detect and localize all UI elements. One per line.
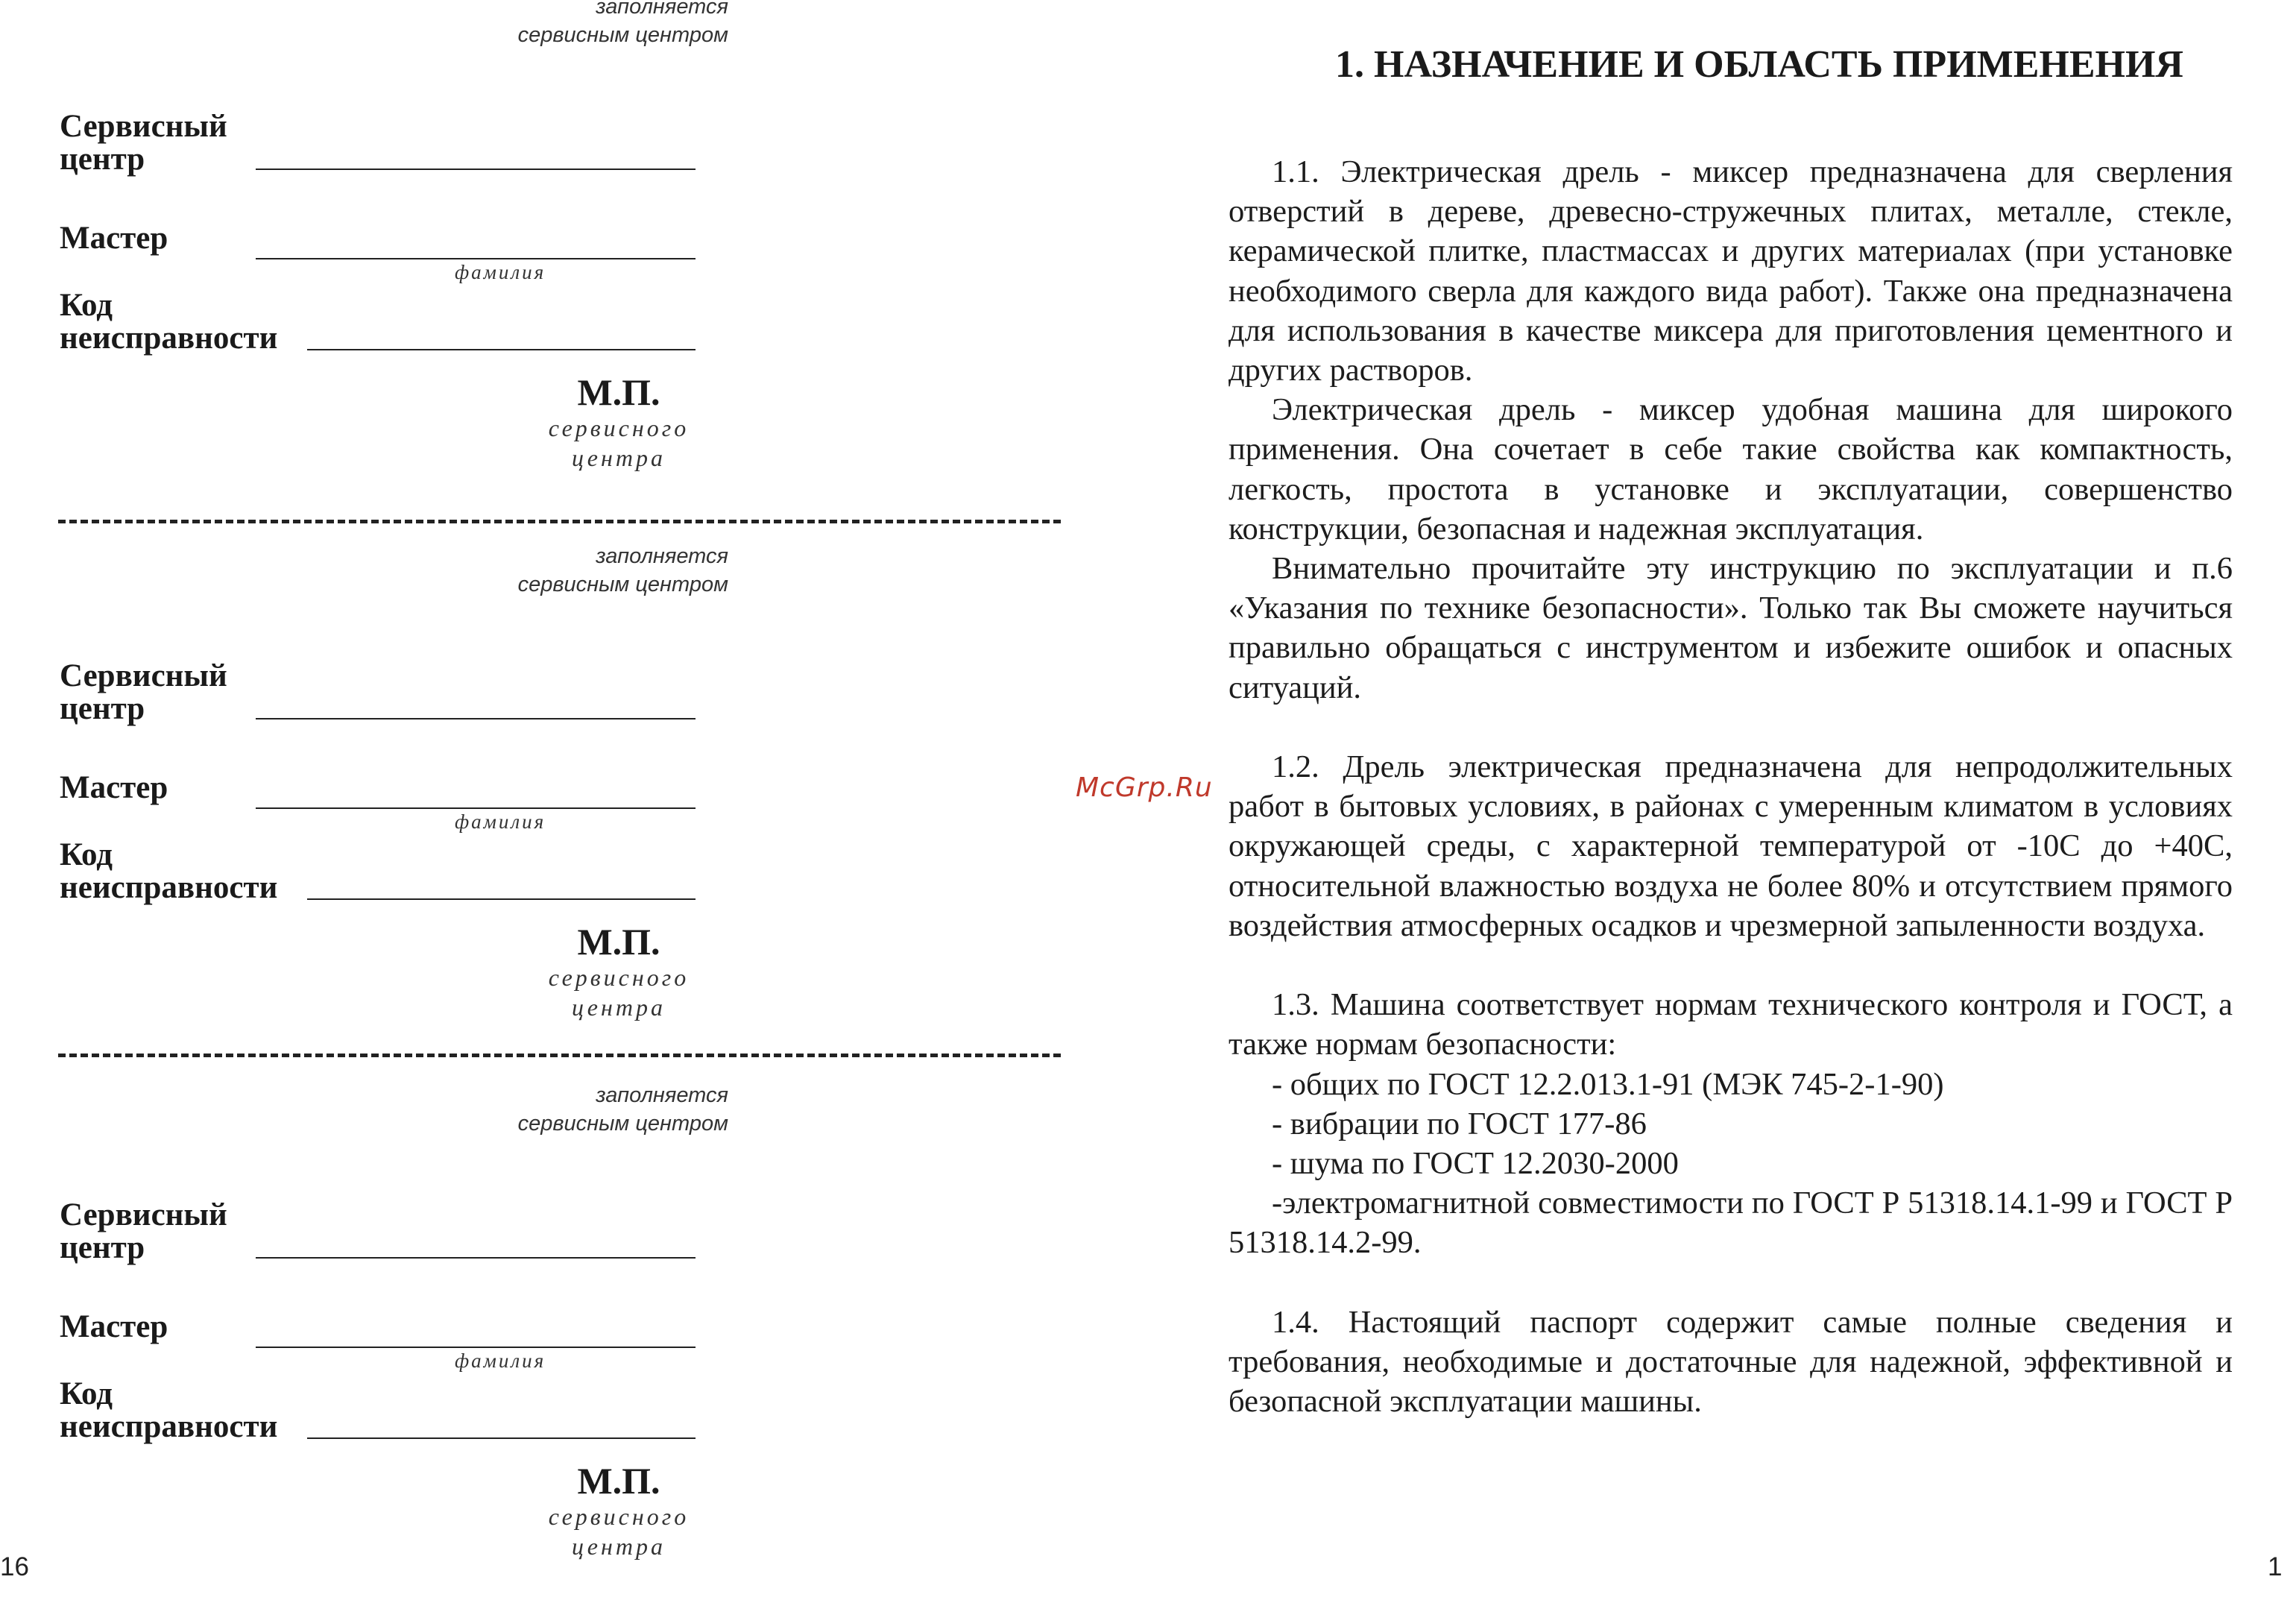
filled-by-note: заполняется сервисным центром [517,1083,728,1136]
stamp-block: М.П. сервисного центра [548,921,690,1021]
defect-code-label: Код неисправности [60,837,278,905]
service-center-label: Сервисный центр [60,109,227,177]
defect-code-field[interactable] [307,1437,696,1439]
master-field[interactable] [256,258,696,259]
list-item: - вибрации по ГОСТ 177-86 [1272,1106,1647,1141]
service-center-field[interactable] [256,718,696,719]
cut-line [58,520,1061,523]
cut-line [58,1054,1061,1057]
service-coupon [0,542,1073,1064]
filled-by-note: заполняется сервисным центром [517,0,728,47]
master-field[interactable] [256,807,696,809]
stamp-block: М.П. сервисного центра [548,1460,690,1560]
paragraph: 1.4. Настоящий паспорт содержит самые полные сведения и требования, необходимые и достаточные для надежной, эффективной и безопасной эксплуатации машины. [1229,1304,2233,1420]
service-coupon [0,1081,1073,1603]
surname-hint: фамилия [455,810,546,833]
defect-code-label: Код неисправности [60,1376,278,1444]
paragraph: Внимательно прочитайте эту инструкцию по эксплуатации и п.6 «Указания по технике безопасности». Только так Вы сможете научиться правильно обращаться с инструментом и избежите ошибок и опасных ситуаций. [1229,551,2233,705]
service-center-label: Сервисный центр [60,1197,227,1265]
page-number-right: 1 [2268,1552,2283,1581]
paragraph: Электрическая дрель - миксер удобная машина для широкого применения. Она сочетает в себе такие свойства как компактность, легкость, простота в установке и эксплуатации, совершенство конструкции, безопасная и надежная эксплуатация. [1229,392,2233,547]
defect-code-label: Код неисправности [60,288,278,356]
service-center-field[interactable] [256,169,696,170]
surname-hint: фамилия [455,261,546,283]
service-coupon [0,0,1073,514]
list-item: - шума по ГОСТ 12.2030-2000 [1272,1146,1679,1182]
defect-code-field[interactable] [307,349,696,350]
section-title: 1. НАЗНАЧЕНИЕ И ОБЛАСТЬ ПРИМЕНЕНИЯ [1335,43,2183,86]
list-item: - общих по ГОСТ 12.2.013.1-91 (МЭК 745-2-1-90) [1272,1066,1944,1102]
paragraph: 1.2. Дрель электрическая предназначена для непродолжительных работ в бытовых условиях, в районах с умеренным климатом в условиях окружающей среды, с характерной температурой от -10С до +40С, относительной влажностью воздуха не более 80% и отсутствием прямого воздействия атмосферных осадков и чрезмерной запыленности воздуха. [1229,749,2233,943]
paragraph: 1.1. Электрическая дрель - миксер предназначена для сверления отверстий в дереве, древесно-стружечных плитах, металле, стекле, керамической плитке, пластмассах и других материалах (при установке необходимого сверла для каждого вида работ). Также она предназначена для использования в качестве миксера для приготовления цементного и других растворов. [1229,154,2233,388]
master-label: Мастер [60,770,168,805]
watermark: McGrp.Ru [1076,772,1213,803]
paragraph: 1.3. Машина соответствует нормам технического контроля и ГОСТ, а также нормам безопасности: [1229,987,2233,1062]
stamp-block: М.П. сервисного центра [548,371,690,471]
service-center-field[interactable] [256,1257,696,1259]
list-item: -электромагнитной совместимости по ГОСТ Р 51318.14.1-99 и ГОСТ Р 51318.14.2-99. [1229,1185,2233,1261]
master-label: Мастер [60,1309,168,1344]
left-page [0,0,1073,1584]
service-center-label: Сервисный центр [60,658,227,726]
master-field[interactable] [256,1347,696,1348]
section-body [1229,152,2233,1421]
master-label: Мастер [60,221,168,256]
right-page [1223,0,2296,1584]
page-number-left: 16 [0,1552,29,1581]
filled-by-note: заполняется сервисным центром [517,544,728,596]
surname-hint: фамилия [455,1350,546,1372]
defect-code-field[interactable] [307,898,696,900]
